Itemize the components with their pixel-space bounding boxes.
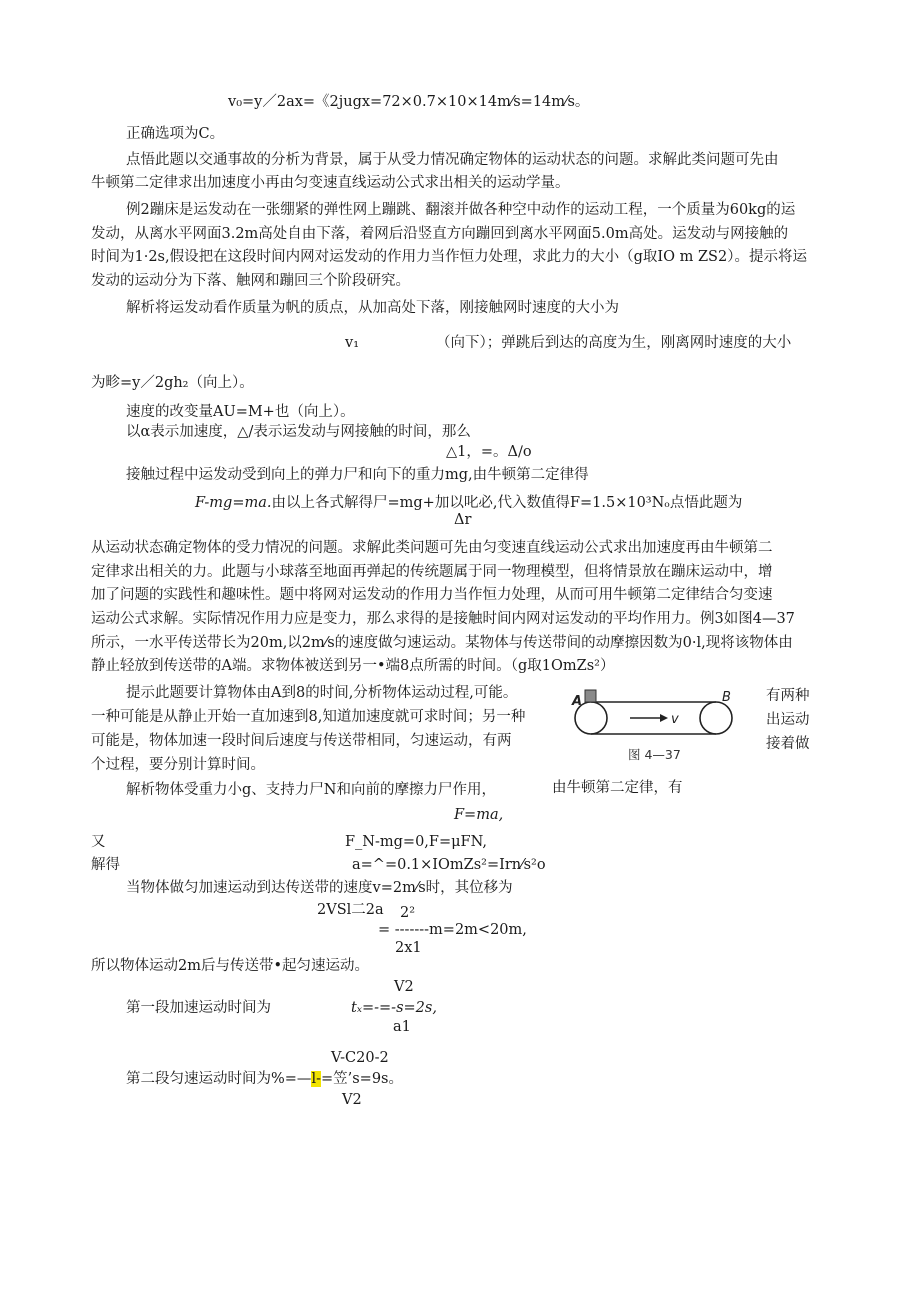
- paragraph-line: 第一段加速运动时间为: [126, 1000, 271, 1016]
- paragraph-line: 以α表示加速度，△/表示运发动与网接触的时间，那么: [126, 424, 471, 440]
- paragraph-line: 由牛顿第二定律，有: [552, 780, 683, 796]
- formula-denominator: V2: [342, 1092, 362, 1108]
- formula-v1: v₁: [345, 335, 360, 351]
- analysis-line: [126, 299, 619, 317]
- paragraph-line: 定律求出相关的力。此题与小球落至地面再弹起的传统题属于同一物理模型，但将情景放在蹦床运动中，增: [91, 564, 773, 580]
- label-solve: 解得: [91, 857, 120, 873]
- paragraph-line: 时间为1·2s,假设把在这段时间内网对运发动的作用力当作恒力处理，求此力的大小（g取IO m ZS2）。提示将运: [91, 249, 807, 265]
- paragraph-line: 为畛=y／2gh₂（向上）。: [91, 375, 254, 391]
- formula-line: tₓ=-=-s=2s,: [351, 1000, 437, 1016]
- paragraph-line: 速度的改变量AU=M+也（向上）。: [126, 404, 355, 420]
- label-you: 又: [91, 834, 106, 850]
- label-v: v: [671, 712, 679, 727]
- formula-numerator: V2: [394, 979, 414, 995]
- paragraph-line: 静止轻放到传送带的A端。求物体被送到另一•端8点所需的时间。（g取1OmZs²）: [91, 658, 615, 674]
- label-a: A: [572, 694, 583, 709]
- paragraph-line: 可能是，物体加速一段时间后速度与传送带相同，匀速运动，有两: [91, 733, 512, 749]
- label-b: B: [722, 690, 731, 705]
- formula-line: [126, 1070, 403, 1088]
- formula-numerator: 2²: [400, 905, 416, 921]
- pulley-b: [700, 702, 732, 734]
- formula-v0: v₀=y／2ax=《2jugx=72×0.7×10×14m⁄s=14m⁄s。: [228, 94, 590, 110]
- formula-line: △1，=。Δ∕o: [446, 444, 532, 460]
- formula-newton: F-mg=ma.: [195, 495, 272, 511]
- formula-denominator: Δr: [454, 512, 472, 528]
- paragraph-line: 提示此题要计算物体由A到8的时间,分析物体运动过程,可能。: [126, 685, 518, 701]
- highlighted-text: l-: [311, 1071, 321, 1087]
- paragraph-line: 发动，从离水平网面3.2m高处自由下落，着网后沿竖直方向蹦回到离水平网面5.0m高处。运发动与网接触的: [91, 226, 789, 242]
- paragraph-line: 所示，一水平传送带长为20m,以2m⁄s的速度做匀速运动。某物体与传送带间的动摩擦因数为0·l,现将该物体由: [91, 635, 793, 651]
- paragraph-line: 接触过程中运发动受到向上的弹力尸和向下的重力mg,由牛顿第二定律得: [126, 467, 589, 483]
- paragraph-text: 由以上各式解得尸=mg+加以叱必,代入数值得F=1.5×10³Nₒ点悟此题为: [271, 495, 743, 511]
- paragraph-line: 有两种: [766, 688, 810, 704]
- arrow-head-icon: [660, 714, 668, 722]
- formula-text: 第二段匀速运动时间为%=—: [126, 1071, 312, 1087]
- paragraph-line: 个过程，要分别计算时间。: [91, 757, 265, 773]
- analysis-label: 解析: [126, 782, 155, 798]
- formula-line: a=^=0.1×IOmZs²=Irn⁄s²o: [352, 857, 546, 873]
- figure-caption: 图 4—37: [628, 747, 681, 762]
- conveyor-belt-figure: [568, 687, 750, 765]
- paragraph-line: 运动公式求解。实际情况作用力应是变力，那么求得的是接触时间内网对运发动的平均作用力。例3如图4—37: [91, 611, 795, 627]
- paragraph-line: 所以物体运动2m后与传送带•起匀速运动。: [91, 958, 370, 974]
- formula-text: =笠’s=9s。: [320, 1071, 403, 1087]
- paragraph-line: 一种可能是从静止开始一直加速到8,知道加速度就可求时间；另一种: [91, 709, 526, 725]
- paragraph-line: 牛顿第二定律求出加速度小再由匀变速直线运动公式求出相关的运动学量。: [91, 175, 570, 191]
- paragraph-line: （向下）；弹跳后到达的高度为生，刚离网时速度的大小: [436, 335, 792, 351]
- paragraph-line: 发动的运动分为下落、触网和蹦回三个阶段研究。: [91, 273, 410, 289]
- paragraph-line: 从运动状态确定物体的受力情况的问题。求解此类问题可先由匀变速直线运动公式求出加速度再由牛顿第二: [91, 540, 773, 556]
- formula-line: = -------m=2m<20m,: [378, 922, 527, 938]
- formula-denominator: a1: [393, 1019, 411, 1035]
- analysis-line: [126, 781, 496, 799]
- paragraph-line: 当物体做匀加速运动到达传送带的速度v=2m⁄s时，其位移为: [126, 880, 513, 896]
- analysis-text: 将运发动看作质量为帆的质点，从加高处下落，刚接触网时速度的大小为: [155, 300, 619, 316]
- paragraph-line: 加了问题的实践性和趣味性。题中将网对运发动的作用力当作恒力处理，从而可用牛顿第二定律结合匀变速: [91, 587, 773, 603]
- formula-numerator: V-C20-2: [331, 1050, 389, 1066]
- formula-denominator: 2x1: [395, 940, 422, 956]
- formula-line: 2VSl二2a: [317, 902, 384, 918]
- answer-line: 正确选项为C。: [126, 126, 225, 142]
- paragraph-line: [195, 494, 742, 512]
- paragraph-line: 例2蹦床是运发动在一张绷紧的弹性网上蹦跳、翻滚并做各种空中动作的运动工程，一个质量为60kg的运: [126, 202, 796, 218]
- analysis-text: 物体受重力小g、支持力尸N和向前的摩擦力尸作用，: [155, 782, 496, 798]
- block-object: [585, 690, 596, 702]
- paragraph-line: 出运动: [766, 712, 810, 728]
- paragraph-line: 点悟此题以交通事故的分析为背景，属于从受力情况确定物体的运动状态的问题。求解此类问题可先由: [126, 152, 779, 168]
- paragraph-line: 接着做: [766, 736, 810, 752]
- formula-line: F_N-mg=0,F=μFN,: [345, 834, 487, 850]
- formula-line: F=ma,: [454, 807, 504, 823]
- analysis-label: 解析: [126, 300, 155, 316]
